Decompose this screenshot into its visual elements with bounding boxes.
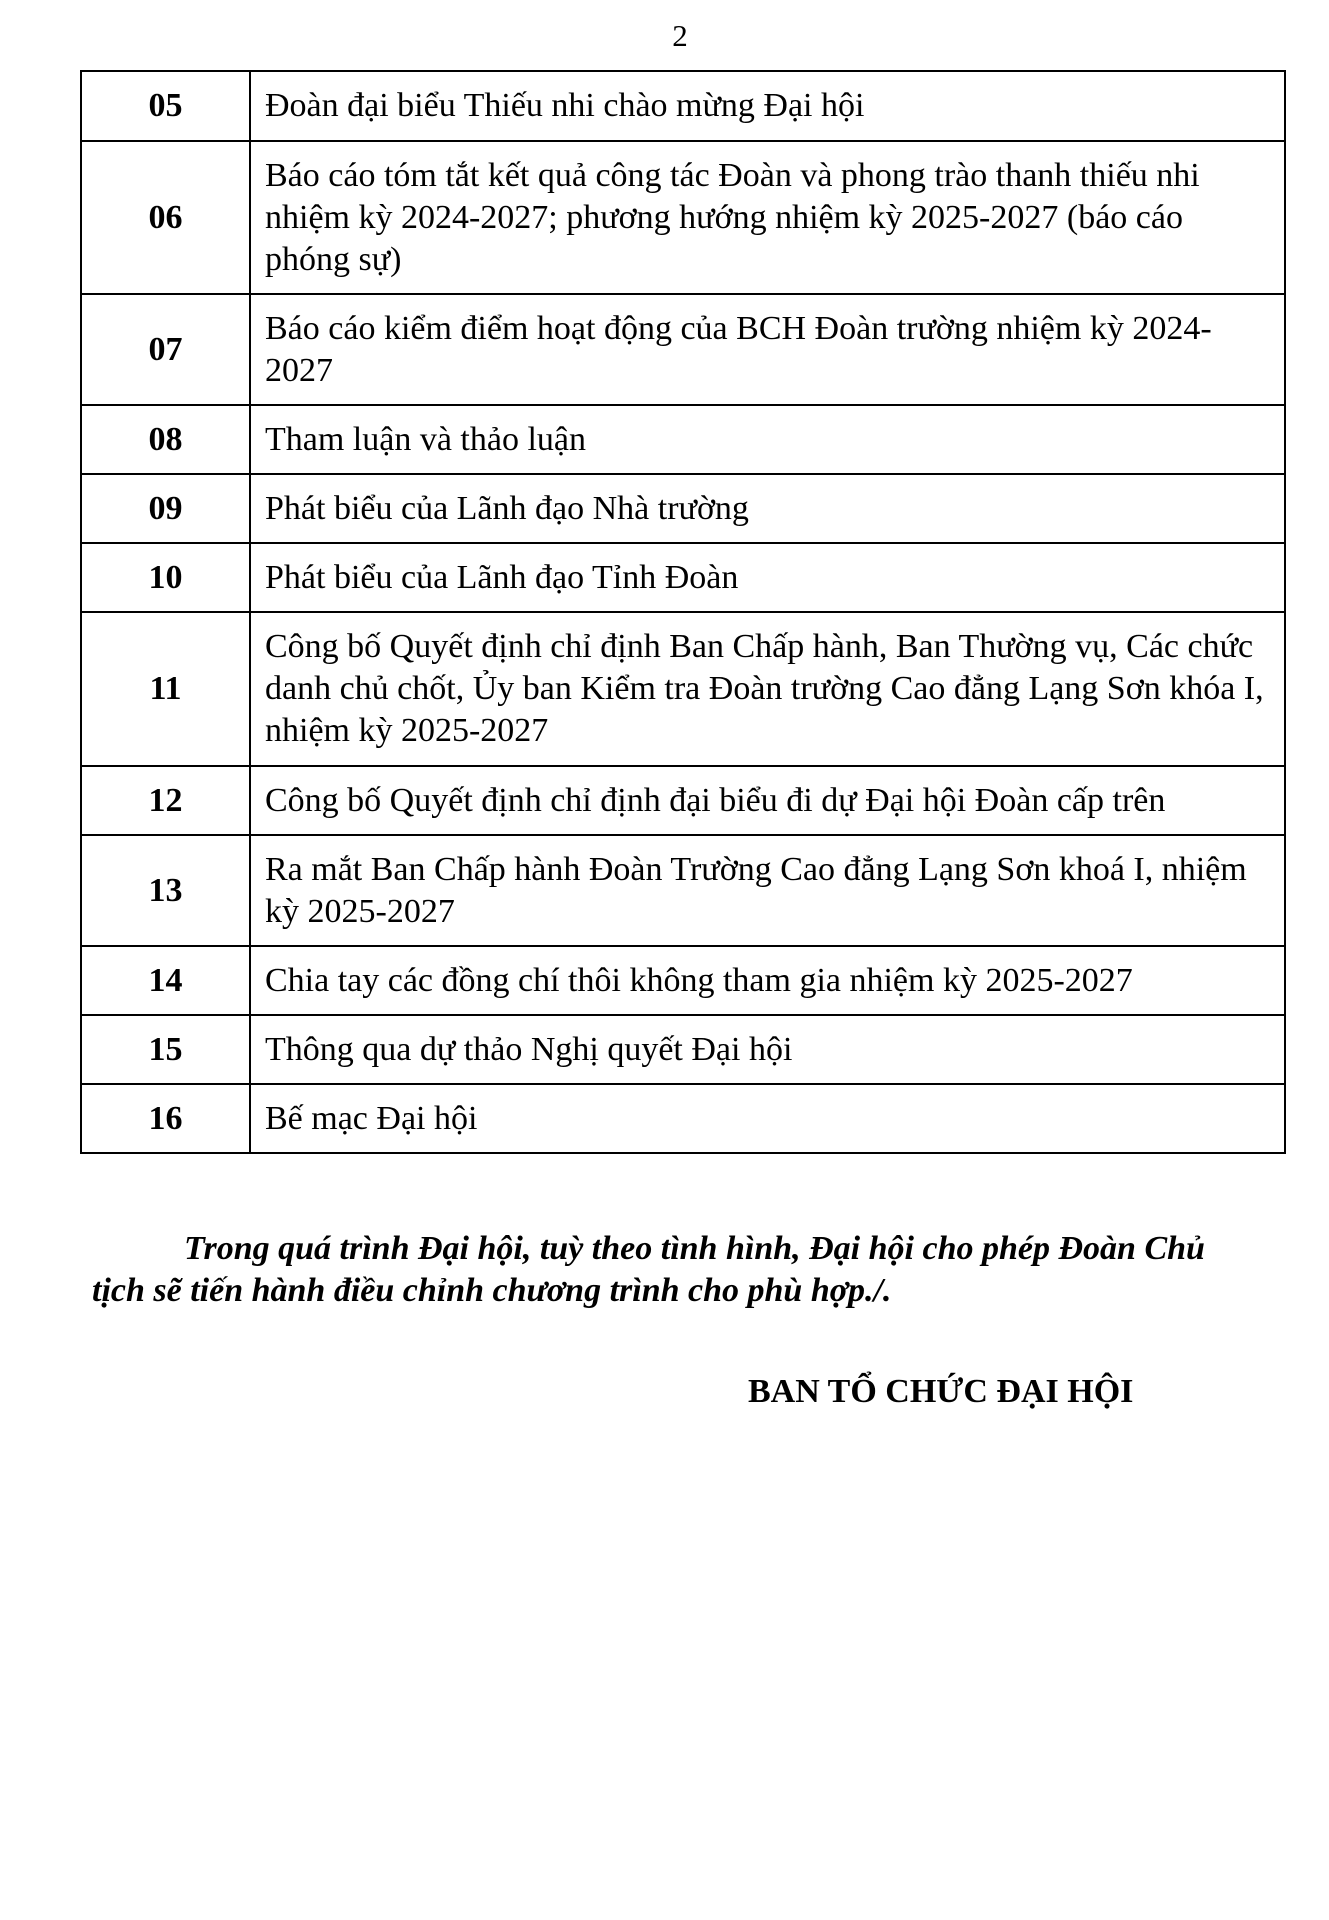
agenda-item-number: 15: [81, 1015, 250, 1084]
closing-note: Trong quá trình Đại hội, tuỳ theo tình hình, Đại hội cho phép Đoàn Chủ tịch sẽ tiến hành điều chỉnh chương trình cho phù hợp./.: [92, 1230, 1205, 1309]
agenda-item-text: Thông qua dự thảo Nghị quyết Đại hội: [250, 1015, 1285, 1084]
agenda-item-number: 11: [81, 612, 250, 766]
table-row: [81, 543, 1285, 612]
agenda-item-text: Báo cáo tóm tắt kết quả công tác Đoàn và phong trào thanh thiếu nhi nhiệm kỳ 2024-2027; phương hướng nhiệm kỳ 2025-2027 (báo cáo phóng sự): [250, 141, 1285, 294]
agenda-item-text: Công bố Quyết định chỉ định Ban Chấp hành, Ban Thường vụ, Các chức danh chủ chốt, Ủy ban Kiểm tra Đoàn trường Cao đẳng Lạng Sơn khóa I, nhiệm kỳ 2025-2027: [250, 612, 1285, 766]
table-row: [81, 946, 1285, 1015]
agenda-item-text: Báo cáo kiểm điểm hoạt động của BCH Đoàn trường nhiệm kỳ 2024-2027: [250, 294, 1285, 405]
agenda-item-text: Phát biểu của Lãnh đạo Nhà trường: [250, 474, 1285, 543]
agenda-item-text: Đoàn đại biểu Thiếu nhi chào mừng Đại hội: [250, 71, 1285, 141]
agenda-item-number: 06: [81, 141, 250, 294]
agenda-item-number: 08: [81, 405, 250, 474]
agenda-item-text: Bế mạc Đại hội: [250, 1084, 1285, 1153]
agenda-item-text: Chia tay các đồng chí thôi không tham gia nhiệm kỳ 2025-2027: [250, 946, 1285, 1015]
agenda-item-text: Công bố Quyết định chỉ định đại biểu đi dự Đại hội Đoàn cấp trên: [250, 766, 1285, 835]
agenda-item-number: 12: [81, 766, 250, 835]
table-row: [81, 474, 1285, 543]
agenda-item-number: 16: [81, 1084, 250, 1153]
table-row: [81, 1084, 1285, 1153]
agenda-item-number: 07: [81, 294, 250, 405]
agenda-item-text: Phát biểu của Lãnh đạo Tỉnh Đoàn: [250, 543, 1285, 612]
agenda-item-number: 09: [81, 474, 250, 543]
table-row: [81, 294, 1285, 405]
agenda-item-text: Ra mắt Ban Chấp hành Đoàn Trường Cao đẳng Lạng Sơn khoá I, nhiệm kỳ 2025-2027: [250, 835, 1285, 946]
table-row: [81, 141, 1285, 294]
table-row: [81, 405, 1285, 474]
table-row: [81, 835, 1285, 946]
table-row: [81, 1015, 1285, 1084]
signature-organizing-committee: BAN TỔ CHỨC ĐẠI HỘI: [748, 1373, 1134, 1410]
agenda-item-number: 14: [81, 946, 250, 1015]
agenda-item-text: Tham luận và thảo luận: [250, 405, 1285, 474]
table-row: [81, 71, 1285, 141]
table-row: [81, 766, 1285, 835]
agenda-item-number: 13: [81, 835, 250, 946]
agenda-item-number: 10: [81, 543, 250, 612]
agenda-table: [80, 70, 1286, 1154]
table-row: [81, 612, 1285, 766]
page-number: 2: [672, 18, 688, 53]
agenda-item-number: 05: [81, 71, 250, 141]
